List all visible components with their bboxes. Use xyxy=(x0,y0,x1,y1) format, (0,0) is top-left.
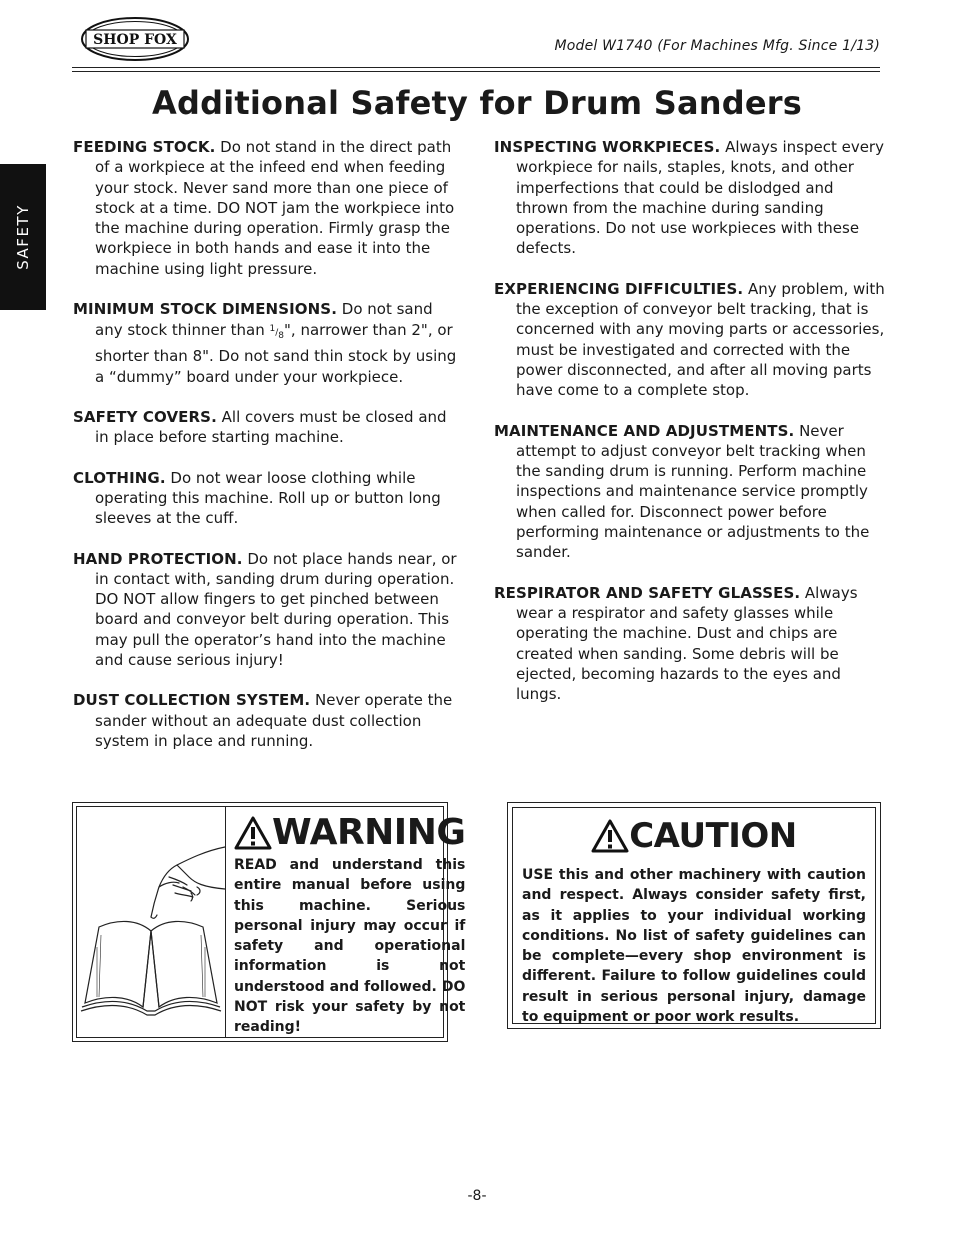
rule-text: Never operate the sander without an adequate dust collection system in place and running. xyxy=(95,691,453,750)
rule-heading: CLOTHING. xyxy=(73,468,166,487)
caution-box xyxy=(507,802,881,1029)
warning-box xyxy=(72,802,466,1042)
warning-heading xyxy=(234,813,465,853)
warning-triangle-icon xyxy=(234,816,272,850)
safety-rule-feeding-stock xyxy=(73,137,463,279)
rule-heading: FEEDING STOCK. xyxy=(73,138,216,156)
rule-text: Do not wear loose clothing while operating this machine. Roll up or button long sleeves at the cuff. xyxy=(95,468,441,528)
warning-content xyxy=(226,807,471,1037)
right-column xyxy=(494,137,886,724)
caution-body: USE this and other machinery with caution and respect. Always consider safety first, as it applies to your individual working conditions. No list of safety guidelines can be complete—every shop environment is different. Failure to follow guidelines could result in serious personal injury, damage to equipment or poor work results. xyxy=(522,867,866,1026)
shop-fox-logo xyxy=(80,16,190,62)
side-tab-label: SAFETY xyxy=(14,204,32,270)
read-manual-illustration xyxy=(77,807,226,1037)
rule-heading: SAFETY COVERS. xyxy=(73,408,217,427)
page-number: -8- xyxy=(467,1188,487,1204)
header-rule-secondary xyxy=(72,71,880,72)
fraction-numerator: 1 xyxy=(269,324,276,335)
safety-rule-hand-protection xyxy=(73,549,463,671)
rule-text: Always wear a respirator and safety glasses while operating the machine. Dust and chips are created when sanding. Some debris will be ejected, becoming hazards to the eyes and lungs. xyxy=(516,583,858,704)
rule-heading: EXPERIENCING DIFFICULTIES. xyxy=(494,279,744,298)
fraction: $^1/_8$ xyxy=(269,324,285,342)
rule-heading: RESPIRATOR AND SAFETY GLASSES. xyxy=(494,583,801,602)
rule-heading: MAINTENANCE AND ADJUSTMENTS. xyxy=(494,421,795,440)
rule-heading: MINIMUM STOCK DIMENSIONS. xyxy=(73,300,337,319)
caution-heading xyxy=(522,816,866,856)
section-side-tab xyxy=(0,164,46,310)
caution-triangle-icon xyxy=(591,819,629,853)
rule-text: Do not place hands near, or in contact with, sanding drum during operation. DO NOT allow fingers to get pinched between board and conveyor belt during operation. This may pull the operator’s hand into the machine and cause serious injury! xyxy=(95,549,457,670)
rule-text: Always inspect every workpiece for nails, staples, knots, and other imperfections that could be dislodged and thrown from the machine during sanding operations. Do not use workpieces with these defects. xyxy=(516,138,884,258)
safety-rule-dust-collection xyxy=(73,690,463,751)
rule-text: Do not sand any stock thinner than xyxy=(95,300,433,340)
rule-heading: HAND PROTECTION. xyxy=(73,549,243,568)
safety-rule-experiencing-difficulties xyxy=(494,279,886,401)
left-column xyxy=(73,137,463,771)
safety-rule-clothing xyxy=(73,468,463,529)
safety-rule-safety-covers xyxy=(73,407,463,448)
warning-body: READ and understand this entire manual before using this machine. Serious personal injury may occur if safety and operational information is not understood and followed. DO NOT risk your safety by not reading! xyxy=(234,857,466,1036)
safety-rule-maintenance xyxy=(494,421,886,563)
header-rule xyxy=(72,67,880,68)
rule-text: All covers must be closed and in place before starting machine. xyxy=(95,408,447,447)
svg-text:SHOP FOX: SHOP FOX xyxy=(93,32,177,48)
rule-text-continued: ", narrower than 2", or shorter than 8". Do not sand thin stock by using a “dummy” board under your workpiece. xyxy=(95,321,457,386)
safety-rule-inspecting-workpieces xyxy=(494,137,886,259)
fraction-denominator: 8 xyxy=(278,331,285,342)
book-and-hand-icon xyxy=(77,807,225,1037)
warning-heading-text: WARNING xyxy=(272,812,466,853)
safety-rule-respirator xyxy=(494,583,886,705)
rule-text: Any problem, with the exception of conveyor belt tracking, that is concerned with any moving parts or accessories, must be investigated and corrected with the power disconnected, and after all moving parts have come to a complete stop. xyxy=(516,279,885,400)
safety-rule-minimum-stock xyxy=(73,299,463,387)
rule-heading: INSPECTING WORKPIECES. xyxy=(494,138,721,156)
rule-text: Do not stand in the direct path of a workpiece at the infeed end when feeding your stock. Never sand more than one piece of stock at a time. DO NOT jam the workpiece into the machine during operation. Firmly grasp the workpiece in both hands and ease it into the machine using light pressure. xyxy=(95,138,455,278)
page-title: Additional Safety for Drum Sanders xyxy=(152,84,802,122)
rule-text: Never attempt to adjust conveyor belt tracking when the sanding drum is running. Perform machine inspections and maintenance service promptly when called for. Disconnect power before performing maintenance or adjustments to the sander. xyxy=(516,421,870,562)
rule-heading: DUST COLLECTION SYSTEM. xyxy=(73,691,311,710)
caution-heading-text: CAUTION xyxy=(629,816,797,856)
model-header: Model W1740 (For Machines Mfg. Since 1/13) xyxy=(554,38,880,54)
